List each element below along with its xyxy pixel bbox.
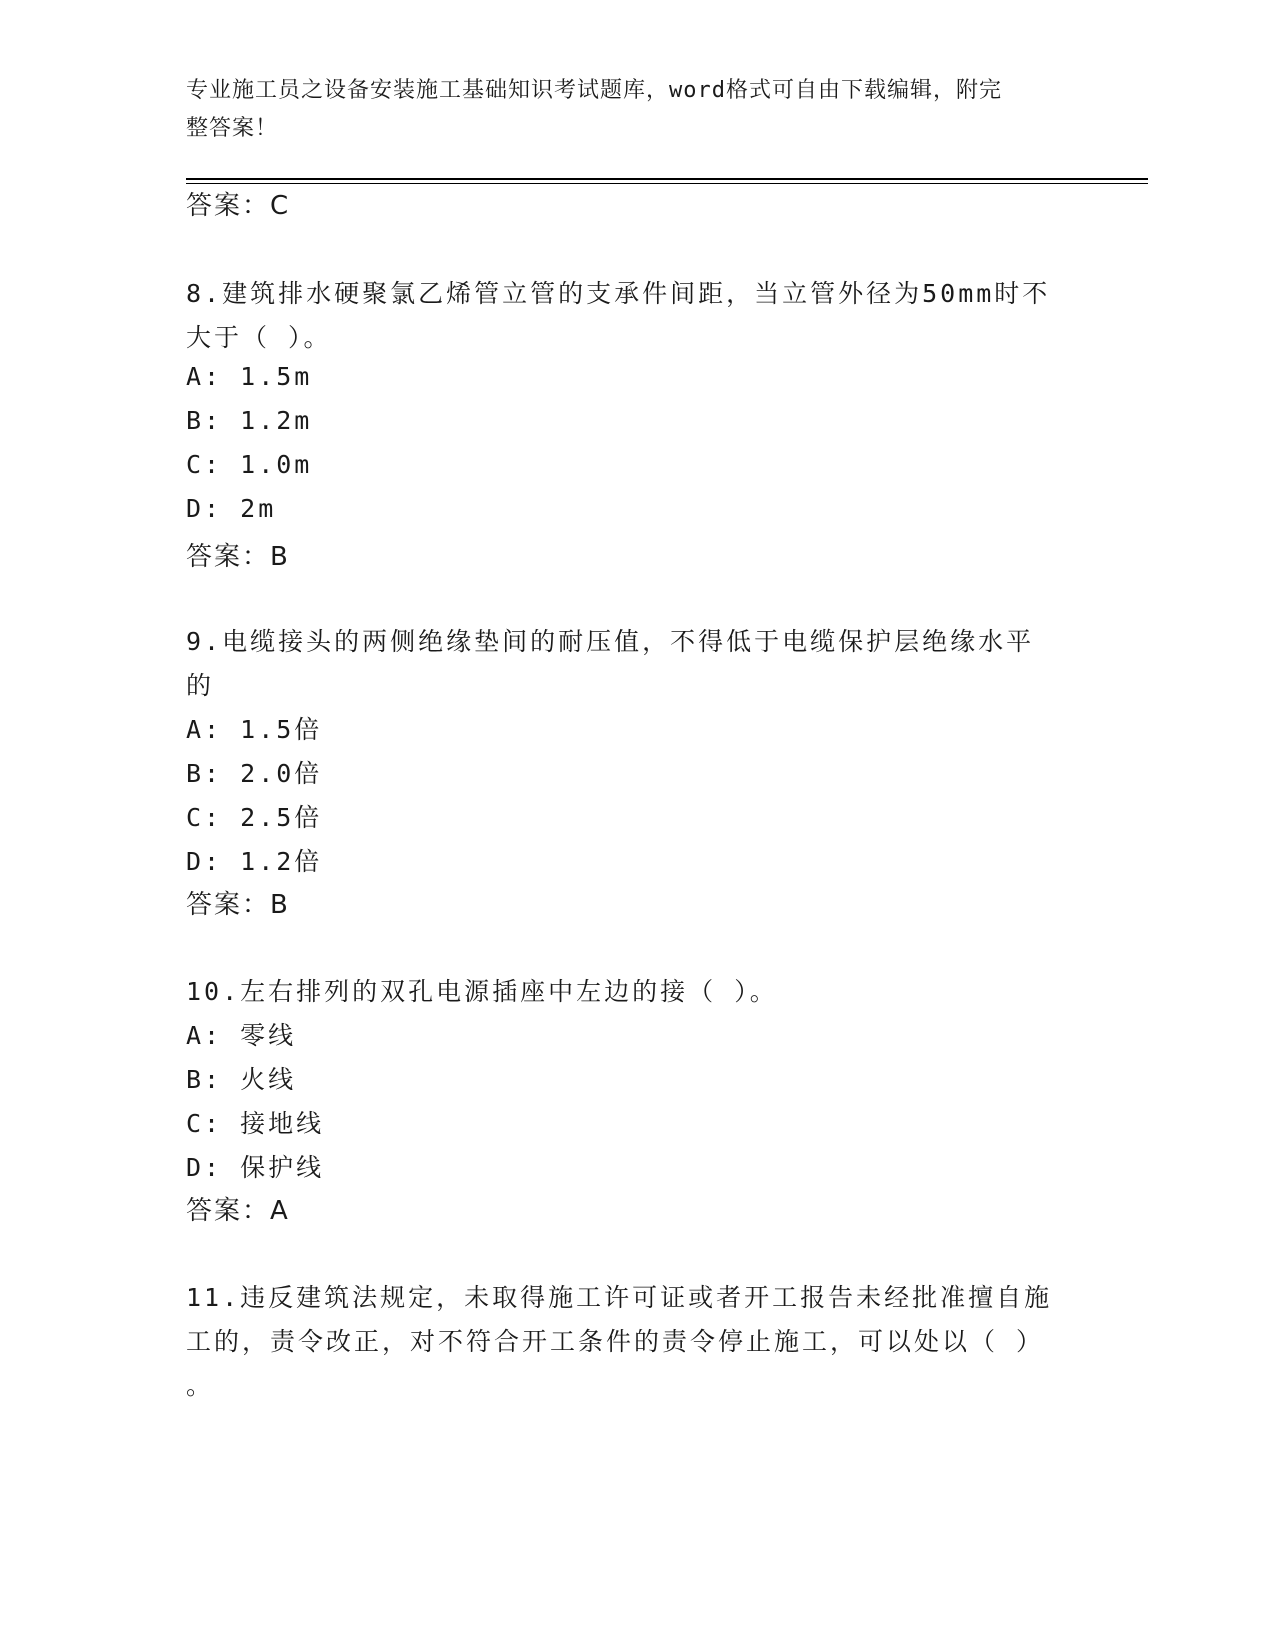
header-line-1: 专业施工员之设备安装施工基础知识考试题库，word格式可自由下载编辑，附完	[186, 78, 1002, 103]
header-divider-thin	[186, 183, 1148, 184]
question-8-option-d: D: 2m	[186, 494, 277, 523]
question-8-stem-line-2: 大于（ ）。	[186, 323, 332, 352]
question-10-stem-line-1: 10.左右排列的双孔电源插座中左边的接（ ）。	[186, 977, 778, 1006]
header-divider	[186, 178, 1148, 180]
question-9-option-a: A: 1.5倍	[186, 715, 323, 744]
question-10-answer: 答案：A	[186, 1196, 290, 1226]
document-header	[186, 72, 1066, 148]
question-9-stem-line-1: 9.电缆接头的两侧绝缘垫间的耐压值，不得低于电缆保护层绝缘水平	[186, 627, 1035, 656]
question-10-option-c: C: 接地线	[186, 1109, 325, 1138]
question-8-stem-line-1: 8.建筑排水硬聚氯乙烯管立管的支承件间距，当立管外径为50mm时不	[186, 279, 1051, 308]
header-line-2: 整答案！	[186, 116, 279, 141]
question-8-answer: 答案：B	[186, 542, 290, 572]
answer-previous: 答案：C	[186, 191, 291, 221]
question-10-option-b: B: 火线	[186, 1065, 297, 1094]
question-9-stem-line-2: 的	[186, 671, 215, 700]
question-9-answer: 答案：B	[186, 890, 290, 920]
question-9-option-c: C: 2.5倍	[186, 803, 323, 832]
question-8-option-a: A: 1.5m	[186, 362, 313, 391]
question-11-stem-line-2: 工的，责令改正，对不符合开工条件的责令停止施工，可以处以（ ）	[186, 1327, 1045, 1356]
question-10-option-d: D: 保护线	[186, 1153, 325, 1182]
question-9-option-d: D: 1.2倍	[186, 847, 323, 876]
question-11-stem-line-3: 。	[186, 1371, 215, 1400]
question-8-option-b: B: 1.2m	[186, 406, 313, 435]
question-8-option-c: C: 1.0m	[186, 450, 313, 479]
question-11-stem-line-1: 11.违反建筑法规定，未取得施工许可证或者开工报告未经批准擅自施	[186, 1283, 1053, 1312]
question-9-option-b: B: 2.0倍	[186, 759, 323, 788]
question-10-option-a: A: 零线	[186, 1021, 297, 1050]
